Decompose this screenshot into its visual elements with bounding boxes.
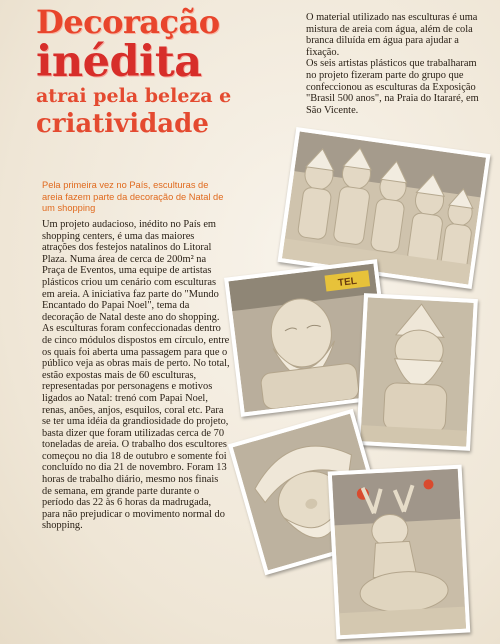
headline [36, 4, 276, 140]
right-paragraph-2: Os seis artistas plásticos que trabalharam no projeto fizeram parte do grupo que confeccionou as esculturas da Exposição "Brasil 500 anos", na Praia do Itararé, em São Vicente. [306, 58, 479, 116]
headline-line-4: criatividade [36, 109, 209, 139]
headline-line-1: Decoração [36, 3, 220, 41]
right-column [306, 12, 488, 116]
kneeling-dwarf-image [360, 297, 473, 446]
photo-dwarf-group [277, 127, 490, 289]
dwarf-group-image [282, 132, 486, 285]
headline-line-3: atrai pela beleza e [36, 85, 232, 107]
photo-reindeer [328, 465, 471, 640]
body-paragraph-1: Um projeto audacioso, inédito no País em shopping centers, é uma das maiores atrações dos festejos natalinos do Litoral Plaza. Numa área de cerca de 200m² na Praça de Eventos, uma equipe de artistas plásticos criou um cenário com esculturas em areia. A iniciativa faz parte do "Mundo Encantado do Papai Noel", tema da decoração de Natal deste ano do shopping. [42, 219, 220, 323]
right-paragraph-1: O material utilizado nas esculturas é uma mistura de areia com água, além de cola branca diluída em água para ajudar a fixação. [306, 12, 478, 58]
shop-sign-text: TEL [337, 275, 358, 290]
body-column [42, 219, 230, 532]
headline-line-2: inédita [36, 37, 202, 87]
body-paragraph-2: As esculturas foram confeccionadas dentro de cinco módulos dispostos em círculo, entre os quais foi aberta uma passagem para que o público veja as obras mais de perto. No total, estão expostas mais de 60 esculturas, representadas por personagens e motivos ligados ao Natal: trenó com Papai Noel, renas, anões, anjos, esquilos, coral etc. Para se ter uma idéia da grandiosidade do projeto, basta dizer que foram utilizadas cerca de 70 toneladas de areia. O trabalho dos escultores começou no dia 18 de outubro e somente foi concluído no dia 21 de novembro. Foram 13 horas de trabalho diário, mesmo nos finais de semana, em grande parte durante o período das 22 às 6 horas da madrugada, para não prejudicar o movimento normal do shopping. [42, 323, 230, 532]
reindeer-image [332, 469, 466, 635]
photo-kneeling-dwarf [356, 293, 478, 451]
intro-deck: Pela primeira vez no País, esculturas de areia fazem parte da decoração de Natal de um shopping [42, 180, 224, 213]
